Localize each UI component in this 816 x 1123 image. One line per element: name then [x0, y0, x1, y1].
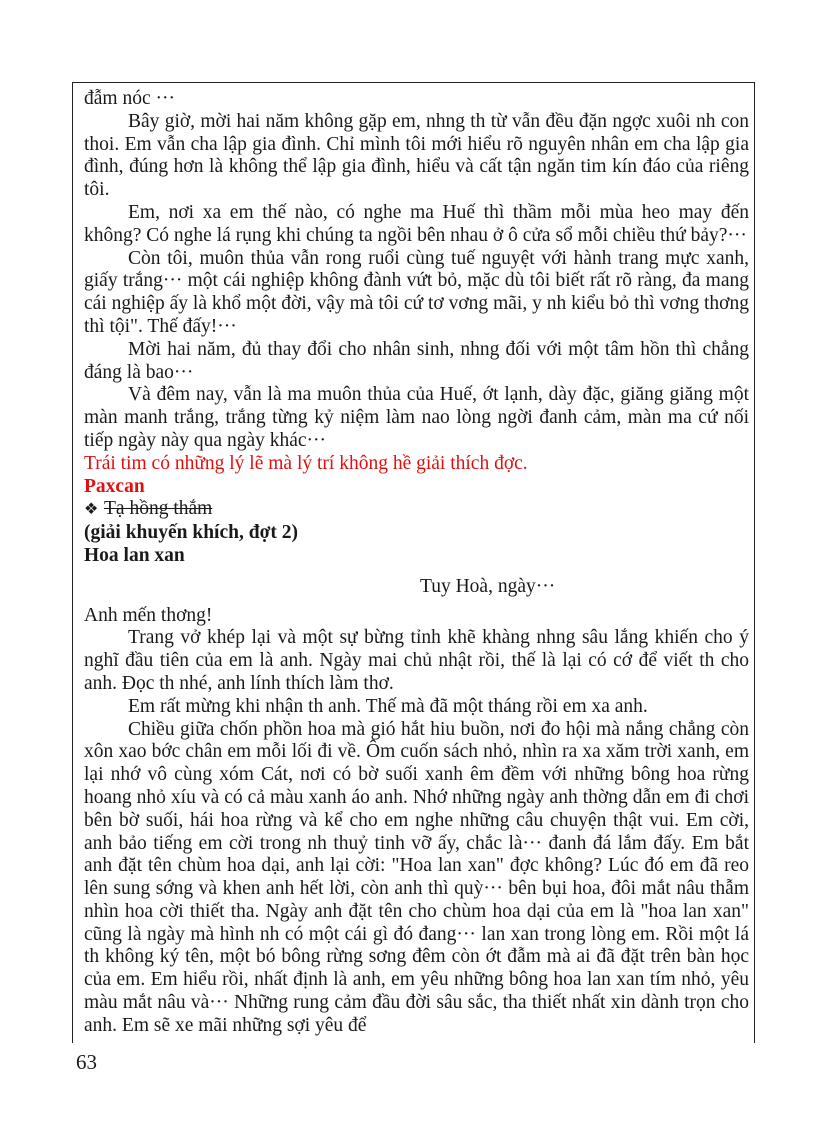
- diamond-bullet-icon: ❖: [84, 501, 99, 519]
- page-content: [84, 88, 749, 1038]
- paragraph-2: Em, nơi xa em thế nào, có nghe ma Huế thì thầm mỗi mùa heo may đến không? Có nghe lá rụng khi chúng ta ngồi bên nhau ở ô cửa sổ mỗi chiều thứ bảy?···: [84, 201, 749, 246]
- entry-author-line: [84, 498, 749, 522]
- quote-text: Trái tim có những lý lẽ mà lý trí không hề giải thích đợc.: [84, 452, 528, 474]
- paragraph-0: đẫm nóc ···: [84, 88, 175, 109]
- page-number: 63: [76, 1050, 97, 1074]
- salutation: Anh mến thơng!: [84, 604, 213, 626]
- paragraph-4: Mời hai năm, đủ thay đổi cho nhân sinh, nhng đối với một tâm hồn thì chẳng đáng là bao···: [84, 338, 749, 383]
- place-date: Tuy Hoà, ngày···: [420, 575, 556, 597]
- paragraph-1: Bây giờ, mời hai năm không gặp em, nhng th từ vẫn đều đặn ngợc xuôi nh con thoi. Em vẫn cha lập gia đình. Chỉ mình tôi mới hiểu rõ nguyên nhân em cha lập gia đình, đúng hơn là không thể lập gia đình, hiểu và cất tận ngăn tim kín đáo của riêng tôi.: [84, 110, 749, 201]
- entry-author: Tạ hồng thắm: [104, 498, 213, 520]
- quote-author: Paxcan: [84, 475, 145, 497]
- paragraph-5: Và đêm nay, vẫn là ma muôn thủa của Huế, ớt lạnh, dày đặc, giăng giăng một màn manh trắng, trắng từng kỷ niệm làm nao lòng ngời đanh cảm, màn ma cứ nối tiếp ngày này qua ngày khác···: [84, 384, 749, 451]
- letter-paragraph-0: Trang vở khép lại và một sự bừng tỉnh khẽ khàng nhng sâu lắng khiến cho ý nghĩ đầu tiên của em là anh. Ngày mai chủ nhật rồi, thế là lại có cớ để viết th cho anh. Đọc th nhé, anh lính thích làm thơ.: [84, 627, 749, 694]
- entry-award: (giải khuyến khích, đợt 2): [84, 522, 298, 544]
- paragraph-3: Còn tôi, muôn thủa vẫn rong ruổi cùng tuế nguyệt với hành trang mực xanh, giấy trắng··· một cái nghiệp không đành vứt bỏ, mặc dù tôi biết rất rõ ràng, đa mang cái nghiệp ấy là khổ một đời, vậy mà tôi cứ tơ vơng mãi, y nh kiểu bỏ thì vơng thơng thì tội". Thế đấy!···: [84, 247, 749, 337]
- entry-title: Hoa lan xan: [84, 544, 185, 566]
- letter-paragraph-2: Chiều giữa chốn phồn hoa mà gió hắt hiu buồn, nơi đo hội mà nắng chẳng còn xôn xao bớc chân em mỗi lối đi về. Ôm cuốn sách nhỏ, nhìn ra xa xăm trời xanh, em lại nhớ vô cùng xóm Cát, nơi có bờ suối xanh êm đềm với những bông hoa rừng hoang nhỏ xíu và có cả màu xanh áo anh. Nhớ những ngày anh thờng dẫn em đi chơi bên bờ suối, hái hoa rừng và kể cho em nghe những câu chuyện thật vui. Em cời, anh bảo tiếng em cời trong nh thuỷ tinh vỡ ấy, chắc là··· đanh đá lắm đấy. Em bắt anh đặt tên chùm hoa dại, anh lại cời: "Hoa lan xan" đợc không? Lúc đó em đã reo lên sung sớng và khen anh hết lời, còn anh thì quỳ··· bên bụi hoa, đôi mắt nâu thẫm nhìn hoa cời thiết tha. Ngày anh đặt tên cho chùm hoa dại của em là "hoa lan xan" cũng là ngày mà hình nh có một cái gì đó đang··· lan xan trong lòng em. Rồi một lá th không ký tên, một bó bông rừng sơng đêm còn ớt đẫm mà ai đã đặt trên bàn học của em. Em hiểu rồi, nhất định là anh, em yêu những bông hoa lan xan tím nhỏ, yêu màu mắt nâu và··· Những rung cảm đầu đời sâu sắc, tha thiết nhất xin dành trọn cho anh. Em sẽ xe mãi những sợi yêu để: [84, 718, 749, 1036]
- letter-paragraph-1: Em rất mừng khi nhận th anh. Thế mà đã một tháng rồi em xa anh.: [128, 695, 648, 717]
